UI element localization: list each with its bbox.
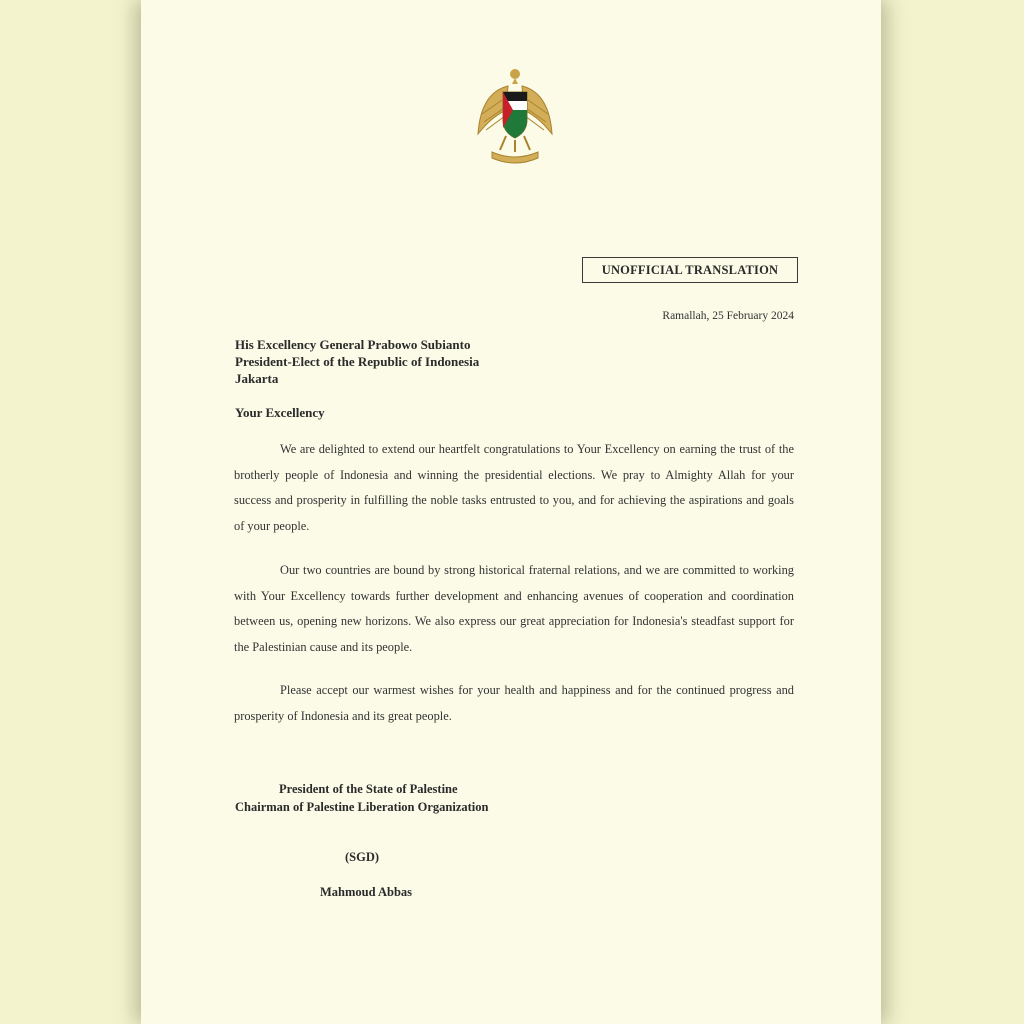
signatory-titles [235, 780, 488, 816]
body-paragraph-2: Our two countries are bound by strong historical fraternal relations, and we are committed to working with Your Excellency towards further development and enhancing avenues of cooperation and coordination between us, opening new horizons. We also express our great appreciation for Indonesia's steadfast support for the Palestinian cause and its people. [234, 563, 794, 654]
signatory-title-chairman: Chairman of Palestine Liberation Organization [235, 800, 489, 814]
palestine-eagle-emblem-icon [472, 64, 558, 166]
signer-name: Mahmoud Abbas [320, 885, 413, 899]
recipient-title: President-Elect of the Republic of Indonesia [235, 354, 480, 369]
body-paragraph-3: Please accept our warmest wishes for your health and happiness and for the continued progress and prosperity of Indonesia and its great people. [234, 683, 794, 723]
recipient-address [235, 336, 479, 387]
recipient-city: Jakarta [235, 371, 279, 386]
recipient-name: His Excellency General Prabowo Subianto [235, 337, 471, 352]
unofficial-translation-badge: UNOFFICIAL TRANSLATION [582, 257, 798, 283]
signatory-title-president: President of the State of Palestine [279, 782, 458, 796]
letter-page [141, 0, 881, 1024]
signed-marker: (SGD) [345, 850, 380, 864]
body-paragraph-1: We are delighted to extend our heartfelt congratulations to Your Excellency on earning the trust of the brotherly people of Indonesia and winning the presidential elections. We pray to Almighty Allah for your success and prosperity in fulfilling the noble tasks entrusted to you, and for achieving the aspirations and goals of your people. [234, 442, 794, 533]
letter-date: Ramallah, 25 February 2024 [662, 310, 794, 322]
salutation: Your Excellency [235, 405, 325, 420]
